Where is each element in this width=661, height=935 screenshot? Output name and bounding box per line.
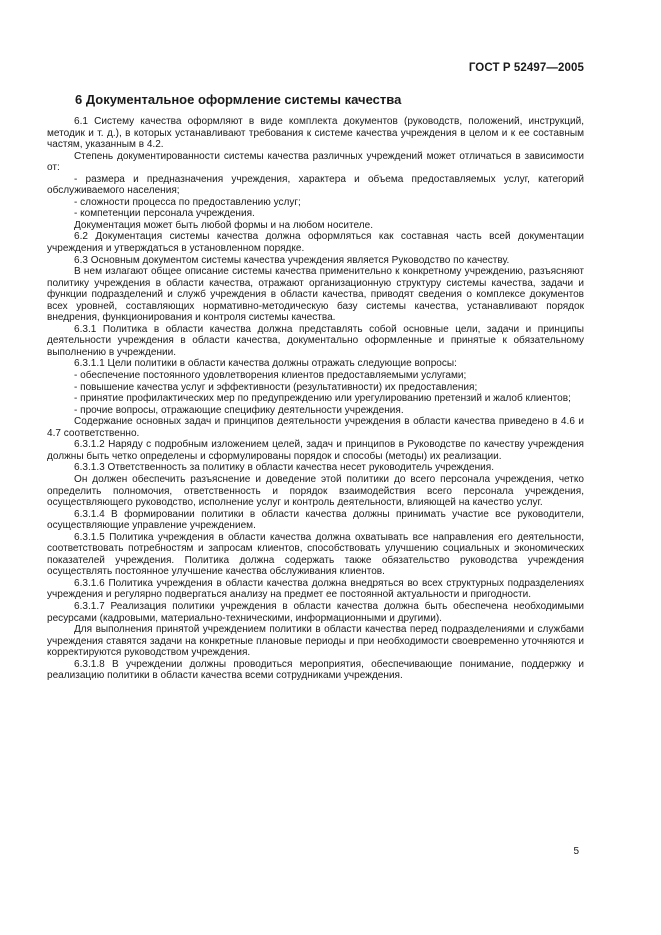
paragraph: 6.3.1.8 В учреждении должны проводиться мероприятия, обеспечивающие понимание, поддержку и реализацию политики в области качества всеми сотрудниками учреждения. [47, 658, 584, 682]
list-item: - обеспечение постоянного удовлетворения клиентов предоставляемыми услугами; [74, 370, 467, 382]
list-item: - повышение качества услуг и эффективности (результативности) их предоставления; [74, 381, 478, 393]
paragraph: 6.1 Систему качества оформляют в виде комплекта документов (руководств, положений, инструкций, методик и т. д.), в которых устанавливают требования к системе качества учреждения в целом и к ее составным частям, указанным в 4.2. [47, 116, 584, 151]
standard-designation: ГОСТ Р 52497—2005 [468, 62, 584, 74]
paragraph: 6.3 Основным документом системы качества учреждения является Руководство по качеству. [74, 254, 510, 266]
paragraph: 6.3.1.4 В формировании политики в области качества должны принимать участие все руководители, осуществляющие управление учреждением. [47, 508, 584, 532]
paragraph: 6.3.1.3 Ответственность за политику в области качества несет руководитель учреждения. [74, 462, 494, 474]
paragraph: Степень документированности системы качества различных учреждений может отличаться в зависимости от: [47, 150, 584, 174]
paragraph: 6.3.1.7 Реализация политики учреждения в области качества должна быть обеспечена необходимыми ресурсами (кадровыми, материально-техническими, информационными и другими). [47, 600, 584, 624]
list-item: - сложности процесса по предоставлению услуг; [74, 196, 301, 208]
list-item: - прочие вопросы, отражающие специфику деятельности учреждения. [74, 404, 404, 416]
paragraph: Документация может быть любой формы и на любом носителе. [74, 219, 374, 231]
paragraph: 6.3.1.1 Цели политики в области качества должны отражать следующие вопросы: [74, 358, 457, 370]
list-item: - принятие профилактических мер по предупреждению или урегулированию претензий и жалоб клиентов; [74, 393, 571, 405]
section-title: 6 Документальное оформление системы качества [75, 92, 402, 107]
paragraph: Он должен обеспечить разъяснение и доведение этой политики до всего персонала учреждения, четко определить полномочия, ответственность и порядок взаимодействия всего персонала учреждения, осуществляющего руководство, исполнение услуг и контроль деятельности, влияющей на качество услуг. [47, 473, 584, 509]
paragraph: 6.3.1 Политика в области качества должна представлять собой основные цели, задачи и принципы деятельности учреждения в области качества, документально оформленные и принятые к обязательному выполнению в учреждении. [47, 323, 584, 358]
paragraph: 6.3.1.6 Политика учреждения в области качества должна внедряться во всех структурных подразделениях учреждения и регулярно подвергаться анализу на предмет ее постоянной актуальности и пригодности. [47, 577, 584, 601]
paragraph: 6.2 Документация системы качества должна оформляться как составная часть всей документации учреждения и утверждаться в установленном порядке. [47, 231, 584, 255]
document-body [47, 116, 584, 682]
paragraph: 6.3.1.2 Наряду с подробным изложением целей, задач и принципов в Руководстве по качеству учреждения должны быть четко определены и сформулированы порядок и способы (методы) их реализации. [47, 439, 584, 462]
list-item: - размера и предназначения учреждения, характера и объема предоставляемых услуг, категорий обслуживаемого населения; [47, 173, 584, 197]
paragraph: 6.3.1.5 Политика учреждения в области качества должна охватывать все направления его деятельности, соответствовать потребностям и запросам клиентов, способствовать улучшению социальных и экономических показателей учреждения. Политика должна содержать также обязательство руководства учреждения осуществлять постоянное улучшение качества обслуживания клиентов. [47, 531, 584, 578]
list-item: - компетенции персонала учреждения. [74, 208, 255, 220]
paragraph: В нем излагают общее описание системы качества применительно к конкретному учреждению, разъясняют политику учреждения в области качества, отражают организационную структуру системы качества, задачи и функции подразделений и служб учреждения в области качества, приводят сведения о комплексе документов всех уровней, составляющих нормативно-методическую базу системы качества, устанавливают порядок внедрения, функционирования и контроля системы качества. [47, 266, 584, 324]
page-number: 5 [573, 846, 579, 857]
paragraph: Для выполнения принятой учреждением политики в области качества перед подразделениями и службами учреждения ставятся задачи на конкретные плановые периоды и при необходимости своевременно уточняются и корректируются руководством учреждения. [47, 624, 584, 659]
paragraph: Содержание основных задач и принципов деятельности учреждения в области качества приведено в 4.6 и 4.7 соответственно. [47, 416, 584, 439]
